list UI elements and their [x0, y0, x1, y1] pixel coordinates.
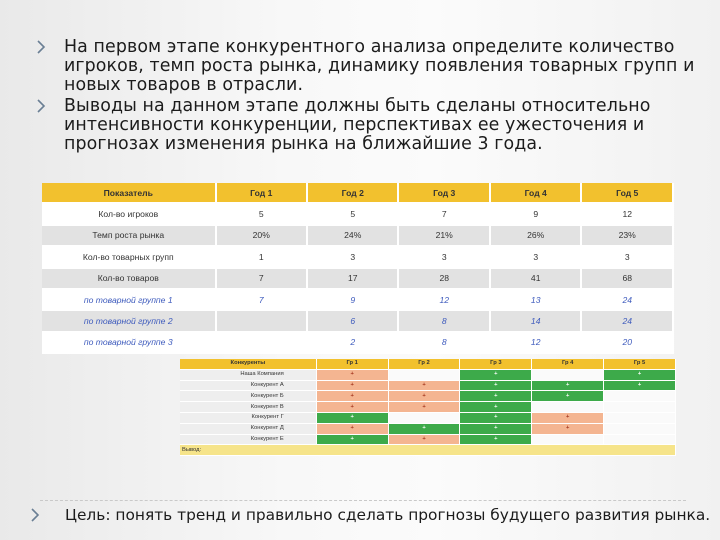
table-cell: 7	[216, 268, 307, 289]
table-cell: 41	[490, 268, 581, 289]
table-cell: 13	[490, 289, 581, 310]
table-cell	[388, 412, 460, 423]
row-label: Темп роста рынка	[42, 225, 216, 246]
table-cell: +	[460, 402, 532, 413]
arrow-bullet-icon	[36, 99, 46, 113]
column-header: Год 5	[581, 183, 673, 203]
table-row	[180, 369, 676, 380]
table-cell	[532, 402, 604, 413]
table-cell: 5	[307, 203, 398, 224]
table-cell	[604, 434, 676, 445]
table-cell: +	[388, 391, 460, 402]
column-header: Гр 3	[460, 359, 532, 369]
table-cell	[532, 434, 604, 445]
table-row	[180, 402, 676, 413]
column-header: Гр 1	[316, 359, 388, 369]
column-header: Гр 4	[532, 359, 604, 369]
table-row	[180, 423, 676, 434]
table-cell: 28	[398, 268, 489, 289]
column-header: Гр 2	[388, 359, 460, 369]
row-label: Наша Компания	[180, 369, 316, 380]
arrow-bullet-icon	[36, 40, 46, 54]
table-cell	[532, 369, 604, 380]
table-row	[42, 225, 673, 246]
table-cell: 9	[307, 289, 398, 310]
table-cell: 12	[490, 332, 581, 353]
table-cell: 8	[398, 332, 489, 353]
table-row	[180, 434, 676, 445]
goal-text: Цель: понять тренд и правильно сделать прогнозы будущего развития рынка.	[65, 506, 711, 524]
row-label: Конкурент Б	[180, 391, 316, 402]
table-cell	[216, 332, 307, 353]
table-cell	[388, 369, 460, 380]
table-cell	[604, 412, 676, 423]
bullet-text: На первом этапе конкурентного анализа определите количество игроков, темп роста рынка, динамику появления товарных групп и новых товаров в отрасли.	[64, 37, 695, 95]
table-cell: 7	[398, 203, 489, 224]
bullet-item	[36, 97, 696, 154]
table-row	[42, 289, 673, 310]
table-cell: +	[316, 412, 388, 423]
table-cell: +	[316, 391, 388, 402]
table-row	[42, 203, 673, 224]
table-row	[42, 268, 673, 289]
table-cell: 1	[216, 246, 307, 267]
row-label: по товарной группе 2	[42, 310, 216, 331]
row-label: Конкурент А	[180, 380, 316, 391]
table-cell: 6	[307, 310, 398, 331]
table-cell: +	[460, 423, 532, 434]
row-label: по товарной группе 1	[42, 289, 216, 310]
table-cell: 24%	[307, 225, 398, 246]
table-cell: +	[532, 423, 604, 434]
table-cell: 9	[490, 203, 581, 224]
bullet-list	[36, 38, 696, 156]
table-cell: 12	[581, 203, 673, 224]
table-cell: +	[388, 434, 460, 445]
table-cell: +	[388, 380, 460, 391]
table-cell	[604, 402, 676, 413]
table-row	[42, 332, 673, 353]
table-cell: +	[532, 412, 604, 423]
conclusion-label: Вывод:	[180, 445, 676, 456]
row-label: Кол-во игроков	[42, 203, 216, 224]
column-header: Показатель	[42, 183, 216, 203]
column-header: Год 4	[490, 183, 581, 203]
bullet-text: Выводы на данном этапе должны быть сделаны относительно интенсивности конкуренции, перспективах ее ужесточения и прогнозах изменения рынка на ближайшие 3 года.	[64, 96, 651, 154]
table-cell: 26%	[490, 225, 581, 246]
table-cell: 17	[307, 268, 398, 289]
row-label: Кол-во товаров	[42, 268, 216, 289]
table-row	[180, 412, 676, 423]
arrow-bullet-icon	[30, 508, 40, 522]
column-header: Гр 5	[604, 359, 676, 369]
table-cell: +	[460, 412, 532, 423]
competitor-groups-table	[180, 359, 676, 456]
table-cell	[604, 391, 676, 402]
table-cell: 3	[490, 246, 581, 267]
row-label: Конкурент Е	[180, 434, 316, 445]
table-cell: 12	[398, 289, 489, 310]
row-label: Конкурент Д	[180, 423, 316, 434]
table-row	[42, 310, 673, 331]
column-header: Год 3	[398, 183, 489, 203]
table-cell	[604, 423, 676, 434]
table-cell: 8	[398, 310, 489, 331]
table-cell: +	[316, 369, 388, 380]
table-cell: 3	[581, 246, 673, 267]
column-header: Конкуренты	[180, 359, 316, 369]
table-cell: 20%	[216, 225, 307, 246]
table-cell: 24	[581, 289, 673, 310]
table-cell: 3	[398, 246, 489, 267]
table-cell: 20	[581, 332, 673, 353]
table-row	[42, 246, 673, 267]
table-cell: 7	[216, 289, 307, 310]
column-header: Год 2	[307, 183, 398, 203]
table-cell: 5	[216, 203, 307, 224]
table-cell: +	[316, 434, 388, 445]
row-label: Конкурент В	[180, 402, 316, 413]
table-cell: 2	[307, 332, 398, 353]
table-cell: 14	[490, 310, 581, 331]
table-cell: 3	[307, 246, 398, 267]
table-cell: +	[388, 423, 460, 434]
table-cell: 68	[581, 268, 673, 289]
table-cell	[216, 310, 307, 331]
table-row	[180, 391, 676, 402]
table-cell: +	[460, 369, 532, 380]
row-label: Конкурент Г	[180, 412, 316, 423]
table-footer-row	[180, 445, 676, 456]
divider	[40, 500, 686, 501]
market-indicators-table	[42, 183, 674, 354]
table-cell: +	[460, 380, 532, 391]
table-row	[180, 380, 676, 391]
table-cell: +	[460, 434, 532, 445]
table-cell: +	[532, 380, 604, 391]
table-cell: +	[460, 391, 532, 402]
table-cell: 24	[581, 310, 673, 331]
table-cell: +	[604, 380, 676, 391]
row-label: по товарной группе 3	[42, 332, 216, 353]
table-cell: 23%	[581, 225, 673, 246]
table-cell: 21%	[398, 225, 489, 246]
column-header: Год 1	[216, 183, 307, 203]
row-label: Кол-во товарных групп	[42, 246, 216, 267]
bullet-item	[36, 38, 696, 95]
table-cell: +	[604, 369, 676, 380]
table-cell: +	[316, 402, 388, 413]
table-cell: +	[388, 402, 460, 413]
table-cell: +	[316, 423, 388, 434]
table-cell: +	[532, 391, 604, 402]
table-cell: +	[316, 380, 388, 391]
